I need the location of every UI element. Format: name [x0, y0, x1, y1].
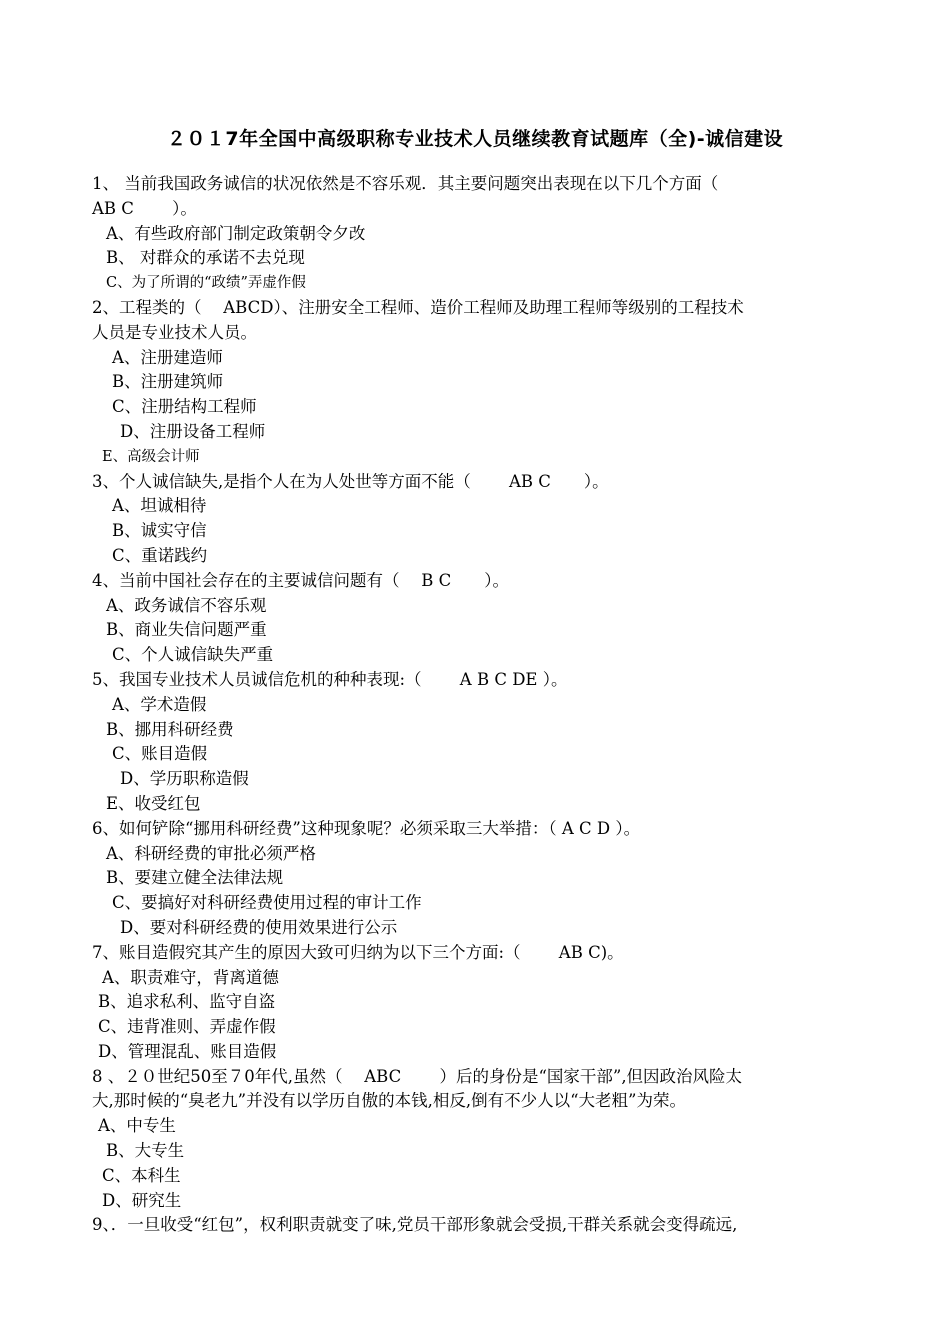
answer-option: B、要建立健全法律法规: [106, 868, 284, 888]
answer-option: A、政务诚信不容乐观: [106, 595, 267, 615]
answer-option: E、收受红包: [106, 793, 201, 813]
answer-option: B、诚实守信: [112, 521, 207, 541]
answer-option: C、本科生: [102, 1165, 181, 1185]
answer-option: C、违背准则、弄虚作假: [98, 1017, 276, 1037]
answer-option: D、注册设备工程师: [120, 421, 266, 441]
answer-option: A、中专生: [98, 1116, 176, 1136]
answer-option: B、挪用科研经费: [106, 719, 234, 739]
answer-option: C、为了所谓的“政绩”弄虚作假: [106, 275, 306, 292]
answer-option: B、大专生: [106, 1141, 185, 1161]
question-text-line: 6、如何铲除“挪用科研经费”这种现象呢？必须采取三大举措：（ A C D ）。: [92, 818, 641, 838]
question-text-line: 人员是专业技术人员。: [92, 322, 257, 342]
question-text-line: 5、我国专业技术人员诚信危机的种种表现:（ A B C DE ）。: [92, 669, 568, 689]
answer-option: A、坦诚相待: [112, 496, 207, 516]
answer-option: A、有些政府部门制定政策朝令夕改: [106, 223, 366, 243]
question-text-line: 8 、２０世纪50至７0年代,虽然（ ABC ）后的身份是“国家干部”,但因政治风险太: [92, 1066, 743, 1086]
answer-option: C、要搞好对科研经费使用过程的审计工作: [112, 893, 422, 913]
question-text-line: 9、．一旦收受“红包”，权利职责就变了味,党员干部形象就会受损,干群关系就会变得疏远,: [92, 1215, 738, 1235]
document-title: ２０１7年全国中高级职称专业技术人员继续教育试题库（全)-诚信建设: [166, 128, 784, 150]
answer-option: A、科研经费的审批必须严格: [106, 843, 316, 863]
answer-option: B、商业失信问题严重: [106, 620, 267, 640]
answer-option: A、职责难守，背离道德: [102, 967, 279, 987]
question-text-line: 2、工程类的（ ABCD）、注册安全工程师、造价工程师及助理工程师等级别的工程技术: [92, 297, 744, 317]
question-text-line: 大,那时候的“臭老九”并没有以学历自傲的本钱,相反,倒有不少人以“大老粗”为荣。: [92, 1091, 686, 1111]
question-text-line: 3、个人诚信缺失,是指个人在为人处世等方面不能（ AB C ）。: [92, 471, 609, 491]
answer-option: C、账目造假: [112, 744, 208, 764]
answer-option: D、学历职称造假: [120, 769, 249, 789]
answer-option: C、注册结构工程师: [112, 397, 257, 417]
question-text-line: 7、账目造假究其产生的原因大致可归纳为以下三个方面:（ AB C)。: [92, 942, 624, 962]
answer-option: C、重诺践约: [112, 545, 208, 565]
answer-option: D、研究生: [102, 1190, 182, 1210]
answer-option: B、注册建筑师: [112, 372, 224, 392]
answer-option: A、学术造假: [112, 694, 207, 714]
answer-option: D、要对科研经费的使用效果进行公示: [120, 917, 398, 937]
answer-option: C、个人诚信缺失严重: [112, 645, 274, 665]
question-text-line: 4、当前中国社会存在的主要诚信问题有（ B C ）。: [92, 570, 509, 590]
answer-option: B、追求私利、监守自盗: [98, 992, 276, 1012]
question-text-line: AB C ）。: [92, 198, 197, 218]
question-text-line: 1、 当前我国政务诚信的状况依然是不容乐观．其主要问题突出表现在以下几个方面（: [92, 174, 719, 193]
answer-option: D、管理混乱、账目造假: [98, 1041, 277, 1061]
answer-option: E、高级会计师: [102, 448, 200, 465]
answer-option: A、注册建造师: [112, 347, 223, 367]
answer-option: B、 对群众的承诺不去兑现: [106, 248, 305, 268]
question-list: [0, 172, 950, 1238]
